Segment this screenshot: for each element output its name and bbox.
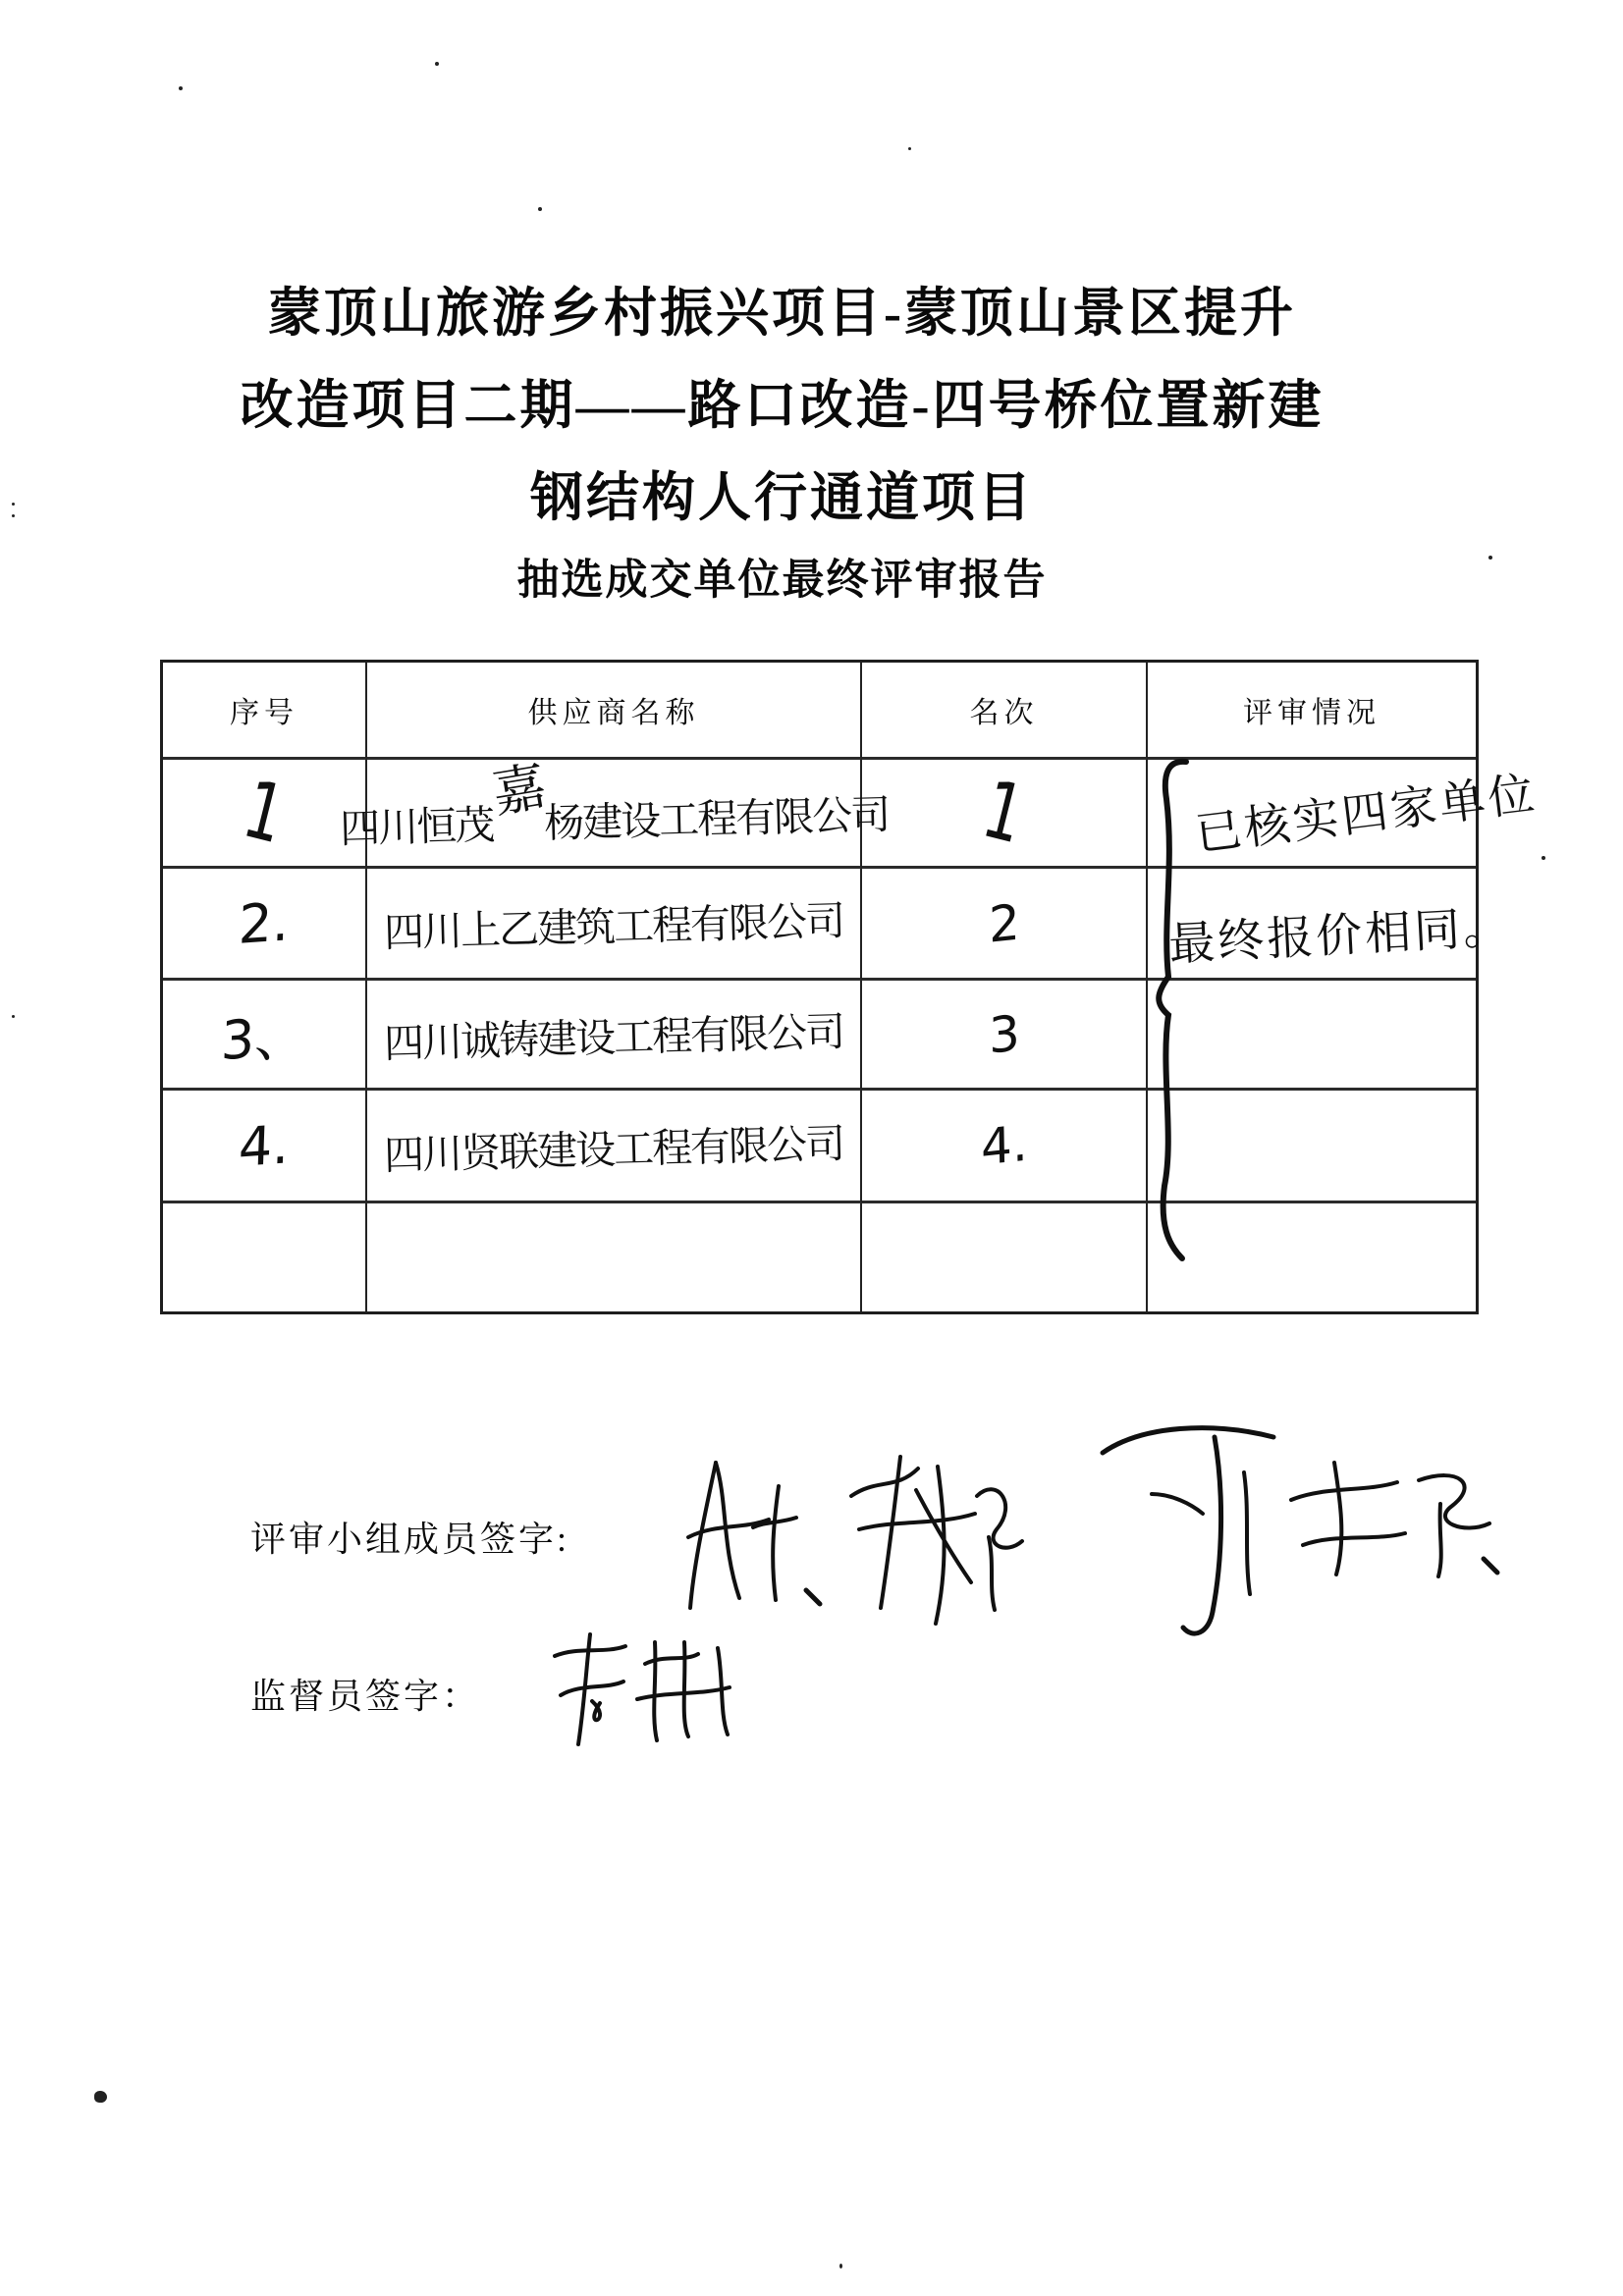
review-result-table xyxy=(160,660,1479,1314)
panel-signature-4 xyxy=(1281,1449,1507,1596)
table-header-no: 序号 xyxy=(163,663,367,760)
handwritten-rank: 1 xyxy=(974,763,1034,863)
panel-signature-1 xyxy=(682,1451,830,1623)
table-row-1-rank xyxy=(862,760,1148,869)
handwritten-supplier: 四川贤联建设工程有限公司 xyxy=(383,1119,844,1179)
table-row-2-no xyxy=(163,869,367,981)
scan-speck xyxy=(179,86,183,90)
supervisor-signature-label: 监督员签字： xyxy=(250,1677,481,1716)
table-row-5-supplier xyxy=(367,1203,862,1311)
table-row-1-no xyxy=(163,760,367,869)
handwritten-supplier: 四川恒茂嘉杨建设工程有限公司 xyxy=(339,768,890,858)
handwritten-no: 4. xyxy=(238,1112,291,1179)
panel-signature-2 xyxy=(839,1439,1031,1635)
scan-speck xyxy=(12,514,15,517)
table-row-3-no xyxy=(163,981,367,1091)
table-row-5-rank xyxy=(862,1203,1148,1311)
handwritten-no: 2. xyxy=(238,890,291,956)
table-header-rank: 名次 xyxy=(862,663,1148,760)
document-subtitle: 抽选成交单位最终评审报告 xyxy=(516,558,1048,604)
table-row-1-supplier xyxy=(339,755,890,869)
title-line-2: 改造项目二期——路口改造-四号桥位置新建 xyxy=(240,376,1325,435)
handwritten-no: 3、 xyxy=(219,1003,309,1073)
table-header-supplier: 供应商名称 xyxy=(367,663,862,760)
ink-blot xyxy=(94,2091,107,2103)
table-row-3-supplier xyxy=(367,981,862,1091)
handwritten-supplier: 四川诚铸建设工程有限公司 xyxy=(383,1007,844,1068)
table-header-review: 评审情况 xyxy=(1148,663,1476,760)
scan-speck xyxy=(12,1015,15,1018)
scan-speck xyxy=(1542,856,1545,860)
handwritten-no: 1 xyxy=(235,763,294,863)
handwritten-review-note-line2: 最终报价相同。 xyxy=(1167,899,1514,973)
panel-signature-label: 评审小组成员签字: xyxy=(250,1520,570,1559)
table-row-4-supplier xyxy=(367,1091,862,1203)
handwritten-brace xyxy=(1147,756,1198,1271)
handwritten-rank: 3 xyxy=(988,1003,1020,1065)
inserted-character: 嘉 xyxy=(487,755,549,825)
title-line-1: 蒙顶山旅游乡村振兴项目-蒙顶山景区提升 xyxy=(268,284,1296,343)
scan-speck xyxy=(12,503,15,506)
table-row-4-no xyxy=(163,1091,367,1203)
table-row-2-rank xyxy=(862,869,1148,981)
scan-speck xyxy=(1488,556,1492,560)
scan-speck xyxy=(538,207,542,211)
table-row-2-supplier xyxy=(367,869,862,981)
handwritten-supplier: 四川上乙建筑工程有限公司 xyxy=(383,896,844,957)
handwritten-rank: 2 xyxy=(988,892,1020,954)
scan-speck xyxy=(908,147,911,150)
handwritten-rank: 4. xyxy=(980,1114,1028,1177)
table-row-4-rank xyxy=(862,1091,1148,1203)
table-row-5-no xyxy=(163,1203,367,1311)
document-title xyxy=(69,267,1495,618)
table-row-3-rank xyxy=(862,981,1148,1091)
scan-speck xyxy=(435,62,439,66)
title-line-3: 钢结构人行通道项目 xyxy=(530,468,1034,527)
panel-signature-3 xyxy=(1095,1412,1281,1652)
supervisor-signature xyxy=(535,1625,746,1757)
handwritten-review-note-line1: 已核实四家单位 xyxy=(1192,766,1541,863)
scan-speck xyxy=(839,2264,842,2269)
